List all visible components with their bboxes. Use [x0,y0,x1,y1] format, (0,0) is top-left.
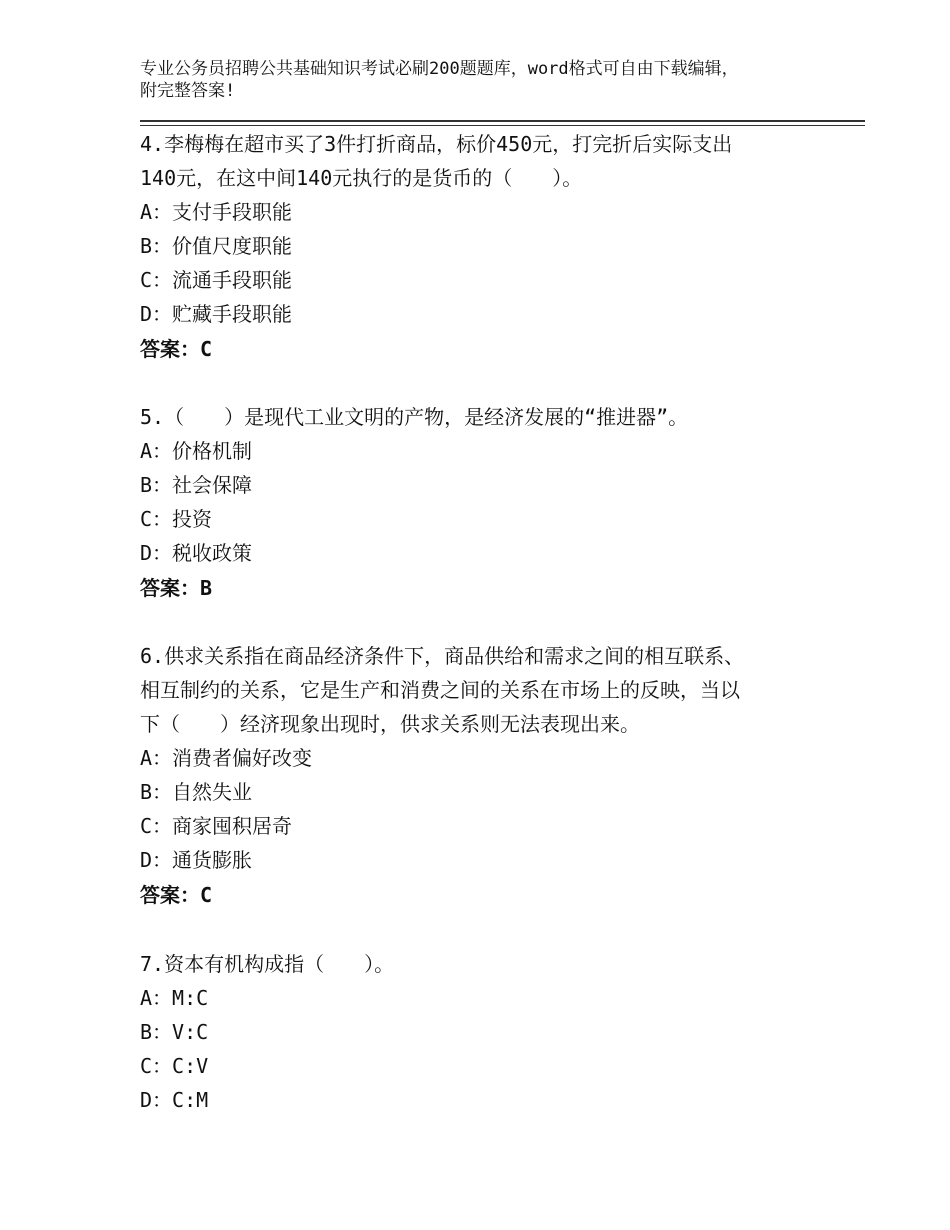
option-a: A：消费者偏好改变 [140,746,313,770]
header-line-1: 专业公务员招聘公共基础知识考试必刷200题题库，word格式可自由下载编辑， [140,59,739,79]
question-text-line: 4.李梅梅在超市买了3件打折商品，标价450元，打完折后实际支出 [140,132,733,156]
option-d: D：贮藏手段职能 [140,302,293,326]
option-b: B：V:C [140,1020,209,1044]
question-text-line: 下（ ）经济现象出现时，供求关系则无法表现出来。 [140,712,640,736]
option-c: C：投资 [140,507,213,531]
header-rule-thick [140,120,865,122]
question-text-line: 7.资本有机构成指（ ）。 [140,952,395,976]
header-rule-thin [140,125,865,126]
option-a: A：支付手段职能 [140,200,293,224]
option-b: B：自然失业 [140,780,253,804]
option-a: A：M:C [140,986,209,1010]
option-d: D：通货膨胀 [140,848,253,872]
option-c: C：流通手段职能 [140,268,293,292]
answer-line: 答案：C [140,883,213,907]
question-text-line: 140元，在这中间140元执行的是货币的（ ）。 [140,166,583,190]
answer-line: 答案：B [140,576,213,600]
question-text-line: 6.供求关系指在商品经济条件下，商品供给和需求之间的相互联系、 [140,644,745,668]
header-line-2: 附完整答案! [140,81,236,101]
answer-line: 答案：C [140,337,213,361]
question-text-line: 相互制约的关系，它是生产和消费之间的关系在市场上的反映，当以 [140,678,740,702]
option-c: C：C:V [140,1054,209,1078]
option-d: D：C:M [140,1088,209,1112]
question-text-line: 5.（ ）是现代工业文明的产物，是经济发展的“推进器”。 [140,405,689,429]
option-b: B：价值尺度职能 [140,234,293,258]
option-d: D：税收政策 [140,541,253,565]
option-b: B：社会保障 [140,473,253,497]
option-a: A：价格机制 [140,439,253,463]
option-c: C：商家囤积居奇 [140,814,293,838]
